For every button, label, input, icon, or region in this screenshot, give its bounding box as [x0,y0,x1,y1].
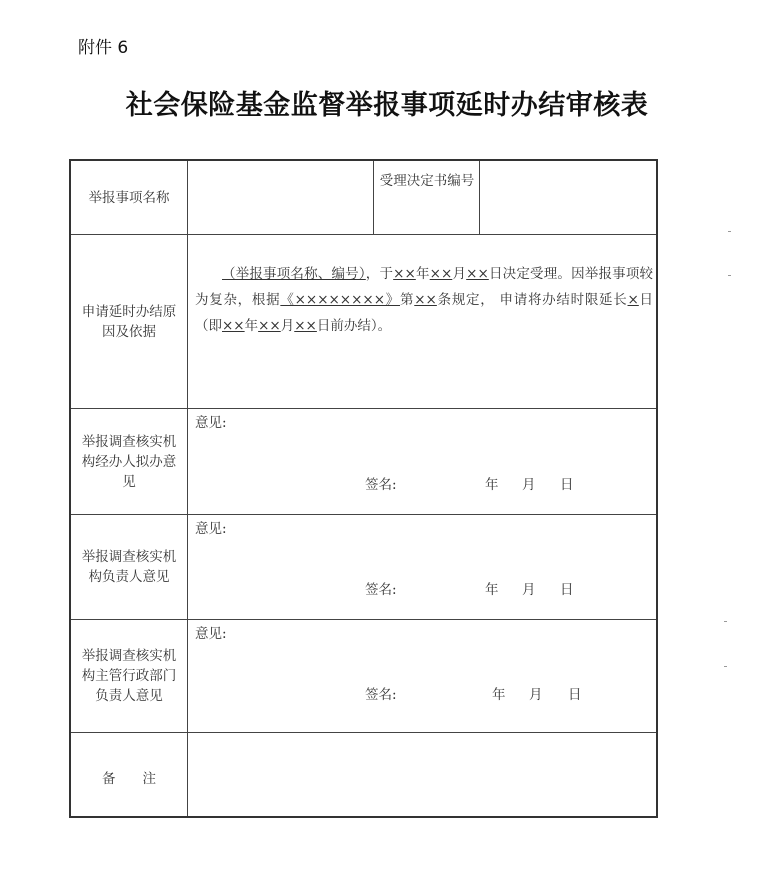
dept-opinion-label: 举报调查核实机构主管行政部门负责人意见 [81,648,177,704]
leader-sign-label: 签名: [365,582,397,598]
leader-month-label: 月 [522,582,536,598]
column-divider [187,161,188,816]
handler-day-label: 日 [560,477,574,493]
decision-number-label: 受理决定书编号 [379,173,475,189]
dept-opinion-prompt: 意见: [195,626,227,642]
scan-speck [724,621,727,622]
scan-speck [724,666,727,667]
item-name-field[interactable] [188,161,373,234]
leader-opinion-label: 举报调查核实机构负责人意见 [81,549,177,585]
dept-day-label: 日 [568,687,582,703]
reason-label: 申请延时办结原因及依据 [81,303,177,340]
handler-opinion-prompt: 意见: [195,415,227,431]
reason-text: （举报事项名称、编号），于××年××月××日决定受理。因举报事项较为复杂，根据《××××××××》第××条规定， 申请将办结时限延长×日（即××年××月××日前办结）。 [195,266,654,334]
remark-field[interactable] [188,733,656,816]
leader-day-label: 日 [560,582,574,598]
handler-sign-label: 签名: [365,477,397,493]
remark-label: 备 注 [102,771,156,787]
attachment-label: 附件 6 [78,38,129,58]
item-name-label: 举报事项名称 [88,189,170,206]
decision-number-field[interactable] [480,161,656,234]
review-form-table [69,159,658,818]
dept-year-label: 年 [492,687,506,703]
scan-speck [728,275,731,276]
form-title: 社会保险基金监督举报事项延时办结审核表 [125,90,649,121]
column-divider [373,161,374,234]
leader-year-label: 年 [485,582,499,598]
handler-month-label: 月 [522,477,536,493]
dept-month-label: 月 [529,687,543,703]
leader-opinion-prompt: 意见: [195,521,227,537]
handler-opinion-label: 举报调查核实机构经办人拟办意见 [81,433,177,490]
handler-year-label: 年 [485,477,499,493]
dept-sign-label: 签名: [365,687,397,703]
scan-speck [728,231,731,232]
